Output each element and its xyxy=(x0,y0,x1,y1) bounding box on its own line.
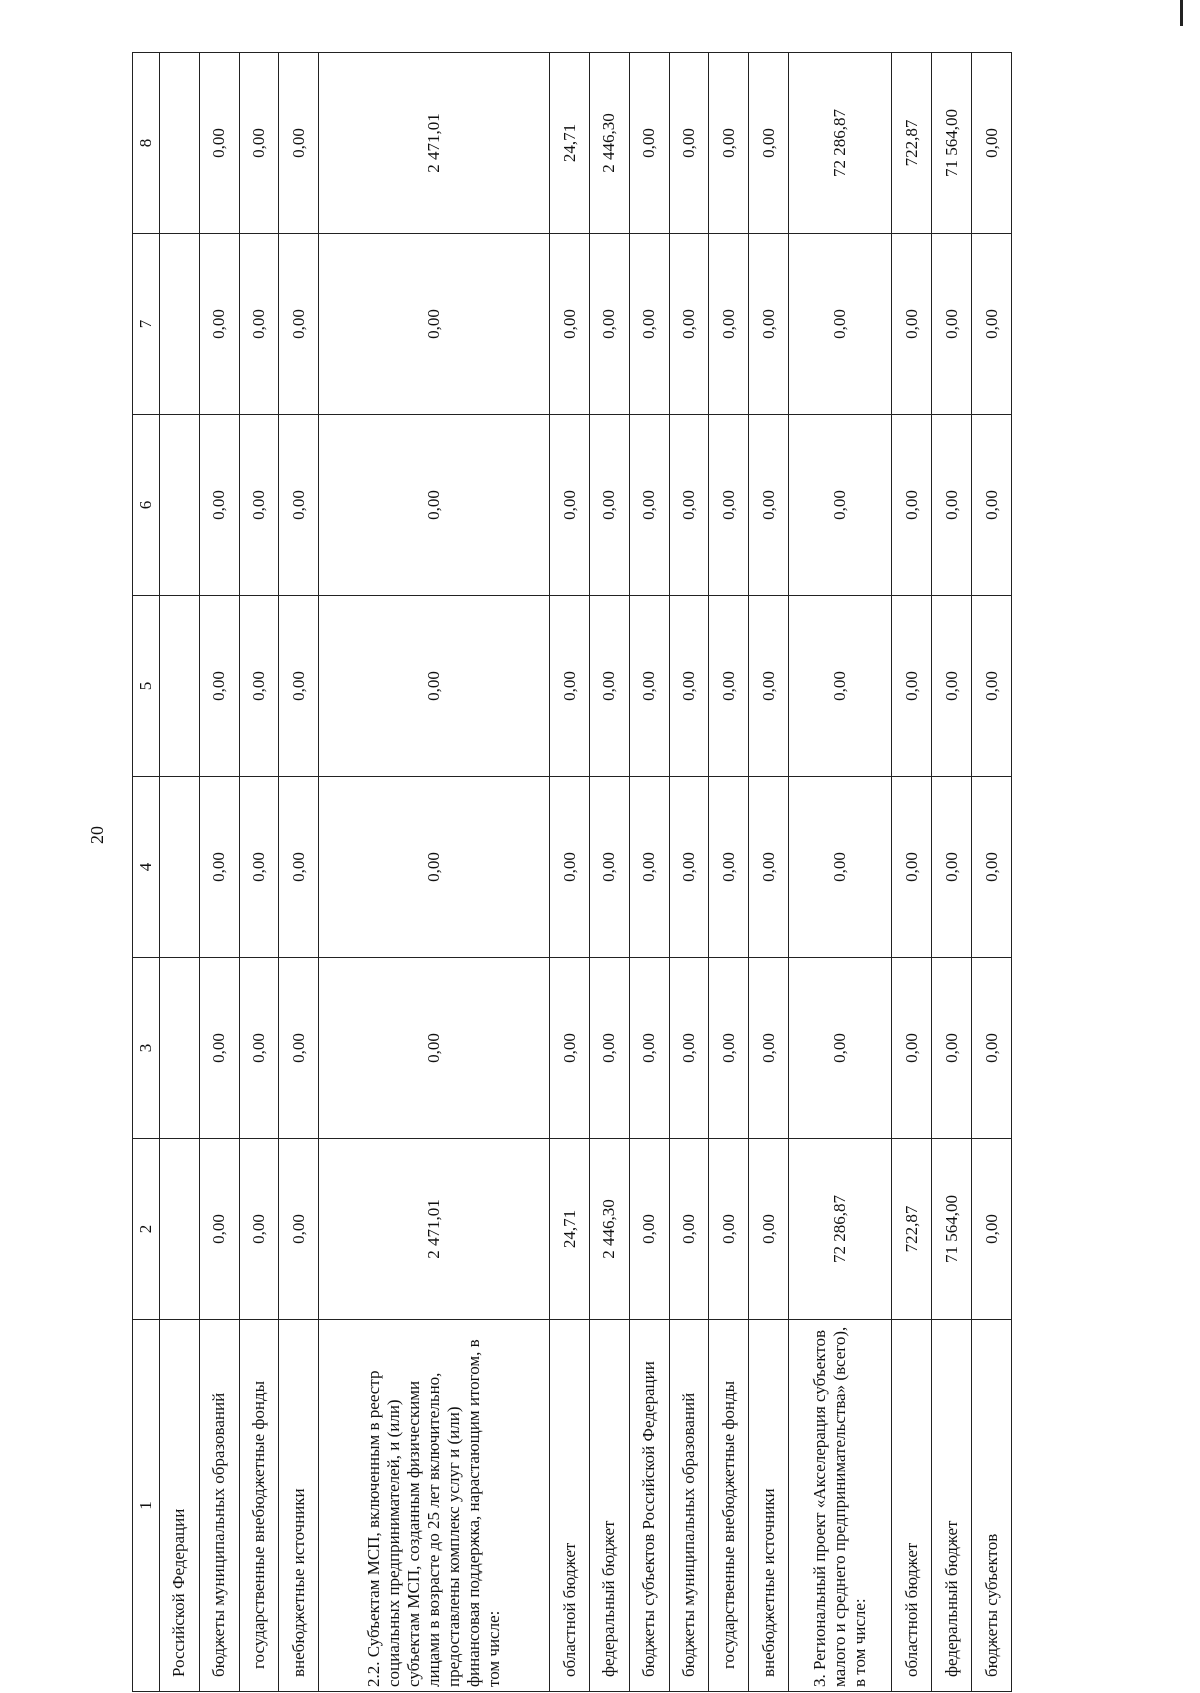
value-cell: 0,00 xyxy=(319,234,550,415)
row-label: государственные внебюджетные фонды xyxy=(239,1320,279,1692)
value-cell: 0,00 xyxy=(669,777,709,958)
value-cell: 0,00 xyxy=(239,1139,279,1320)
value-cell xyxy=(160,53,200,234)
value-cell: 0,00 xyxy=(589,777,629,958)
table-row xyxy=(709,53,749,1692)
value-cell: 0,00 xyxy=(550,958,590,1139)
value-cell: 0,00 xyxy=(319,958,550,1139)
table-row xyxy=(199,53,239,1692)
value-cell: 0,00 xyxy=(892,958,932,1139)
value-cell: 0,00 xyxy=(279,1139,319,1320)
value-cell: 0,00 xyxy=(550,596,590,777)
table-row xyxy=(892,53,932,1692)
value-cell: 2 471,01 xyxy=(319,53,550,234)
value-cell: 0,00 xyxy=(239,596,279,777)
value-cell: 0,00 xyxy=(709,234,749,415)
value-cell: 0,00 xyxy=(589,415,629,596)
value-cell: 0,00 xyxy=(199,53,239,234)
row-label: внебюджетные источники xyxy=(279,1320,319,1692)
value-cell: 0,00 xyxy=(788,596,892,777)
value-cell: 0,00 xyxy=(709,53,749,234)
column-header: 2 xyxy=(133,1139,160,1320)
budget-table-wrapper xyxy=(132,52,1012,1692)
table-row xyxy=(279,53,319,1692)
value-cell: 0,00 xyxy=(239,53,279,234)
row-label: внебюджетные источники xyxy=(749,1320,789,1692)
value-cell: 0,00 xyxy=(629,53,669,234)
row-label: федеральный бюджет xyxy=(932,1320,972,1692)
row-label: бюджеты субъектов xyxy=(972,1320,1012,1692)
value-cell: 0,00 xyxy=(972,53,1012,234)
column-header: 5 xyxy=(133,596,160,777)
value-cell: 0,00 xyxy=(239,958,279,1139)
value-cell: 0,00 xyxy=(788,777,892,958)
row-label: областной бюджет xyxy=(892,1320,932,1692)
value-cell: 0,00 xyxy=(319,777,550,958)
value-cell: 0,00 xyxy=(892,234,932,415)
value-cell: 0,00 xyxy=(932,415,972,596)
value-cell: 0,00 xyxy=(749,596,789,777)
value-cell: 0,00 xyxy=(749,777,789,958)
value-cell: 0,00 xyxy=(629,415,669,596)
table-row xyxy=(972,53,1012,1692)
value-cell: 0,00 xyxy=(749,234,789,415)
value-cell: 2 471,01 xyxy=(319,1139,550,1320)
value-cell: 0,00 xyxy=(932,958,972,1139)
value-cell: 0,00 xyxy=(279,777,319,958)
value-cell: 0,00 xyxy=(589,234,629,415)
row-label: федеральный бюджет xyxy=(589,1320,629,1692)
table-row xyxy=(749,53,789,1692)
value-cell xyxy=(160,1139,200,1320)
value-cell: 0,00 xyxy=(589,596,629,777)
table-row xyxy=(788,53,892,1692)
table-body xyxy=(160,53,1012,1692)
value-cell: 0,00 xyxy=(629,234,669,415)
value-cell: 0,00 xyxy=(892,415,932,596)
value-cell: 0,00 xyxy=(669,958,709,1139)
row-label: бюджеты муниципальных образований xyxy=(669,1320,709,1692)
table-row xyxy=(239,53,279,1692)
value-cell: 0,00 xyxy=(550,234,590,415)
row-label: Российской Федерации xyxy=(160,1320,200,1692)
value-cell: 0,00 xyxy=(892,596,932,777)
value-cell: 722,87 xyxy=(892,1139,932,1320)
table-row xyxy=(319,53,550,1692)
value-cell: 0,00 xyxy=(669,1139,709,1320)
value-cell: 0,00 xyxy=(279,234,319,415)
value-cell: 0,00 xyxy=(669,234,709,415)
value-cell: 71 564,00 xyxy=(932,53,972,234)
value-cell xyxy=(160,777,200,958)
value-cell: 0,00 xyxy=(239,777,279,958)
value-cell: 0,00 xyxy=(239,234,279,415)
row-label: 3. Региональный проект «Акселерация субъектов малого и среднего предпринимательства» (всего), в том числе: xyxy=(788,1320,892,1692)
value-cell: 0,00 xyxy=(709,596,749,777)
value-cell: 0,00 xyxy=(199,234,239,415)
value-cell: 0,00 xyxy=(319,415,550,596)
table-row xyxy=(932,53,972,1692)
value-cell: 0,00 xyxy=(279,53,319,234)
column-header: 1 xyxy=(133,1320,160,1692)
value-cell: 2 446,30 xyxy=(589,1139,629,1320)
value-cell: 0,00 xyxy=(199,596,239,777)
value-cell: 0,00 xyxy=(892,777,932,958)
value-cell: 0,00 xyxy=(932,596,972,777)
value-cell: 0,00 xyxy=(199,777,239,958)
value-cell: 2 446,30 xyxy=(589,53,629,234)
value-cell: 0,00 xyxy=(199,958,239,1139)
column-header: 3 xyxy=(133,958,160,1139)
column-header: 7 xyxy=(133,234,160,415)
value-cell: 0,00 xyxy=(629,1139,669,1320)
value-cell: 722,87 xyxy=(892,53,932,234)
value-cell: 0,00 xyxy=(669,415,709,596)
value-cell: 0,00 xyxy=(550,415,590,596)
value-cell: 0,00 xyxy=(972,958,1012,1139)
value-cell: 0,00 xyxy=(279,958,319,1139)
column-header: 8 xyxy=(133,53,160,234)
value-cell: 0,00 xyxy=(709,958,749,1139)
value-cell: 0,00 xyxy=(709,777,749,958)
value-cell: 0,00 xyxy=(629,777,669,958)
value-cell xyxy=(160,958,200,1139)
table-row xyxy=(160,53,200,1692)
value-cell: 0,00 xyxy=(709,415,749,596)
value-cell: 0,00 xyxy=(749,53,789,234)
value-cell: 72 286,87 xyxy=(788,1139,892,1320)
value-cell: 0,00 xyxy=(749,415,789,596)
value-cell: 0,00 xyxy=(972,1139,1012,1320)
table-row xyxy=(669,53,709,1692)
row-label: бюджеты муниципальных образований xyxy=(199,1320,239,1692)
value-cell: 24,71 xyxy=(550,1139,590,1320)
value-cell: 0,00 xyxy=(550,777,590,958)
value-cell: 24,71 xyxy=(550,53,590,234)
value-cell: 0,00 xyxy=(972,777,1012,958)
value-cell: 0,00 xyxy=(932,234,972,415)
column-header: 4 xyxy=(133,777,160,958)
value-cell: 0,00 xyxy=(319,596,550,777)
table-row xyxy=(589,53,629,1692)
value-cell: 71 564,00 xyxy=(932,1139,972,1320)
value-cell: 0,00 xyxy=(199,1139,239,1320)
value-cell: 0,00 xyxy=(749,958,789,1139)
budget-table xyxy=(132,52,1012,1692)
page-corner-mark xyxy=(1180,0,1183,26)
value-cell: 0,00 xyxy=(972,415,1012,596)
value-cell: 0,00 xyxy=(972,596,1012,777)
value-cell: 0,00 xyxy=(669,53,709,234)
value-cell: 0,00 xyxy=(788,958,892,1139)
value-cell: 0,00 xyxy=(279,596,319,777)
value-cell: 0,00 xyxy=(199,415,239,596)
value-cell: 72 286,87 xyxy=(788,53,892,234)
value-cell: 0,00 xyxy=(788,234,892,415)
page-number: 20 xyxy=(86,826,107,844)
value-cell: 0,00 xyxy=(629,958,669,1139)
table-row xyxy=(550,53,590,1692)
table-row xyxy=(629,53,669,1692)
value-cell: 0,00 xyxy=(669,596,709,777)
value-cell xyxy=(160,234,200,415)
value-cell: 0,00 xyxy=(239,415,279,596)
rotated-table-area xyxy=(132,52,1012,1692)
value-cell xyxy=(160,415,200,596)
value-cell: 0,00 xyxy=(279,415,319,596)
value-cell: 0,00 xyxy=(788,415,892,596)
value-cell: 0,00 xyxy=(629,596,669,777)
value-cell: 0,00 xyxy=(709,1139,749,1320)
value-cell: 0,00 xyxy=(749,1139,789,1320)
header-row xyxy=(133,53,160,1692)
row-label: бюджеты субъектов Российской Федерации xyxy=(629,1320,669,1692)
value-cell: 0,00 xyxy=(972,234,1012,415)
row-label: областной бюджет xyxy=(550,1320,590,1692)
row-label: 2.2. Субъектам МСП, включенным в реестр социальных предпринимателей, и (или) субъектам МСП, созданным физическими лицами в возрасте до 25 лет включительно, предоставлены комплекс услуг и (или) финансовая поддержка, нарастающим итогом, в том числе: xyxy=(319,1320,550,1692)
column-header: 6 xyxy=(133,415,160,596)
value-cell: 0,00 xyxy=(932,777,972,958)
value-cell: 0,00 xyxy=(589,958,629,1139)
row-label: государственные внебюджетные фонды xyxy=(709,1320,749,1692)
value-cell xyxy=(160,596,200,777)
